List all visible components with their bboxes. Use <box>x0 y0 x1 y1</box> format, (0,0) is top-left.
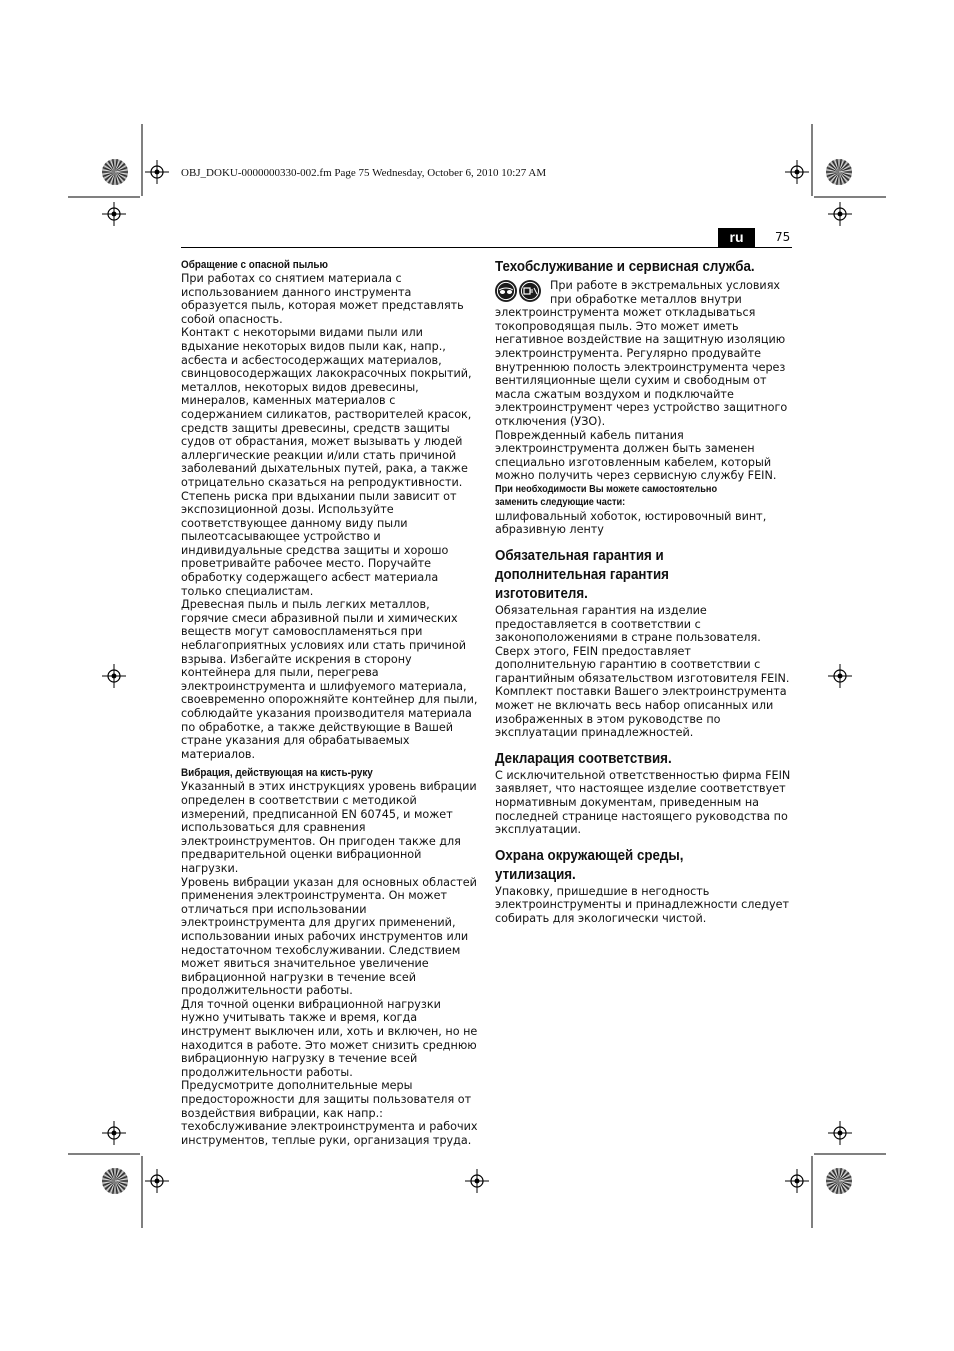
file-info-line: OBJ_DOKU-0000000330-002.fm Page 75 Wednesday, October 6, 2010 10:27 AM <box>181 167 547 179</box>
warranty-heading: Обязательная гарантия и <box>495 547 664 564</box>
parts-note: заменить следующие части: <box>495 497 626 509</box>
parts-list: шлифовальный хоботок, юстировочный винт, абразивную ленту <box>495 509 767 537</box>
warranty-heading: дополнительная гарантия <box>495 566 669 583</box>
dust-paragraph: При работах со снятием материала с использованием данного инструмента образуется пыль, которая может представлять собой опасность. <box>181 272 464 326</box>
registration-mark <box>838 674 843 679</box>
dust-heading: Обращение с опасной пылью <box>181 259 328 271</box>
vibration-paragraph: Указанный в этих инструкциях уровень вибрации определен в соответствии с методикой измерений, предписанной EN 60745, и может использоваться для сравнения электроинструментов. Он пригоден также для предварительной оценки вибрационной нагрузки. <box>181 780 477 875</box>
environment-paragraph: Упаковку, пришедшие в негодность электроинструменты и принадлежности следует собирать для экологически чистой. <box>495 884 790 925</box>
service-paragraph: При работе в экстремальных условиях при обработке металлов внутри электроинструмента может откладываться токопроводящая пыль. Это может иметь негативное воздействие на защитную изоляцию электроинструмента. Регулярно продувайте внутреннюю полость электроинструмента через вентиляционные щели сухим и свободным от масла сжатым воздухом и подключайте электроинструмент через устройство защитного отключения (УЗО). <box>495 279 788 428</box>
registration-mark <box>475 1179 480 1184</box>
service-paragraph: Поврежденный кабель питания электроинструмента должен быть заменен специально изготовленным кабелем, который можно получить через сервисную службу FEIN. <box>495 428 777 483</box>
dust-paragraph: Контакт с некоторыми видами пыли или вдыхание некоторых видов пыли как, напр., асбеста и асбестосодержащих материалов, свинцовосодержащих лакокрасочных покрытий, металлов, некоторых видов древесины, минералов, каменных материалов с содержанием силикатов, растворителей красок, средств защиты древесины, средств защиты судов от обрастания, может вызывать у людей аллергические реакции и/или стать причиной заболеваний дыхательных путей, рака, а также отрицательно сказаться на репродуктивности. Степень риска при вдыхании пыли зависит от экспозиционной дозы. Используйте соответствующее данному виду пыли пылеотсасывающее устройство и индивидуальные средства защиты и хорошо проветривайте рабочее место. Поручайте обработку содержащего асбест материала только специалистам. <box>181 326 472 598</box>
warranty-heading: изготовителя. <box>495 585 588 602</box>
registration-mark <box>155 1179 160 1184</box>
disconnect-plug-icon <box>519 280 541 302</box>
language-badge: ru <box>718 228 755 247</box>
registration-mark <box>155 170 160 175</box>
vibration-paragraph: Предусмотрите дополнительные меры предосторожности для защиты пользователя от воздействия вибрации, как напр.: техобслуживание электроинструмента и рабочих инструментов, теплые руки, организация труда. <box>181 1079 478 1147</box>
dust-paragraph: Древесная пыль и пыль легких металлов, горячие смеси абразивной пыли и химических веществ могут самовоспламеняться при неблагоприятных условиях или стать причиной взрыва. Избегайте искрения в сторону контейнера для пыли, перегрева электроинструмента и шлифуемого материала, своевременно опорожняйте контейнер для пыли, соблюдайте указания производителя материала по обработке, а также действующие в Вашей стране указания для обрабатываемых материалов. <box>181 598 478 761</box>
environment-heading: Охрана окружающей среды, <box>495 847 684 864</box>
registration-mark <box>795 1179 800 1184</box>
registration-mark <box>838 1131 843 1136</box>
registration-mark <box>112 1131 117 1136</box>
conformity-paragraph: С исключительной ответственностью фирма FEIN заявляет, что настоящее изделие соответствует нормативным документам, приведенным на последней странице настоящего руководства по эксплуатации. <box>495 768 791 837</box>
service-heading: Техобслуживание и сервисная служба. <box>495 259 755 275</box>
registration-mark <box>795 170 800 175</box>
vibration-paragraph: Уровень вибрации указан для основных областей применения электроинструмента. Он может отличаться при использовании электроинструмента для других применений, использовании иных рабочих инструментов или недостаточном техобслуживании. Следствием может явиться значительное увеличение вибрационной нагрузки в течение всей продолжительности работы. <box>181 875 477 998</box>
vibration-heading: Вибрация, действующая на кисть-руку <box>181 767 373 780</box>
environment-heading: утилизация. <box>495 866 576 883</box>
warranty-paragraph: Обязательная гарантия на изделие предоставляется в соответствии с законоположениями в стране пользователя. Сверх этого, FEIN предоставляет дополнительную гарантию в соответствии с гарантийным обязательством изготовителя FEIN. <box>495 603 790 685</box>
registration-mark <box>112 212 117 217</box>
registration-mark <box>838 212 843 217</box>
header-rule <box>181 247 792 248</box>
vibration-paragraph: Для точной оценки вибрационной нагрузки нужно учитывать также и время, когда инструмент выключен или, хоть и включен, но не находится в работе. Это может снизить среднюю вибрационную нагрузку в течение всей продолжительности работы. <box>181 997 478 1079</box>
warranty-paragraph: Комплект поставки Вашего электроинструмента может не включать весь набор описанных или изображенных в этом руководстве по эксплуатации принадлежностей. <box>495 685 787 740</box>
page-number: 75 <box>775 230 791 244</box>
service-icons <box>495 280 547 304</box>
service-block <box>495 279 792 429</box>
right-column <box>495 258 792 926</box>
left-column <box>181 258 478 1147</box>
eye-protection-icon <box>495 280 517 302</box>
conformity-heading: Декларация соответствия. <box>495 750 672 767</box>
registration-mark <box>112 674 117 679</box>
parts-note: При необходимости Вы можете самостоятельно <box>495 483 718 495</box>
